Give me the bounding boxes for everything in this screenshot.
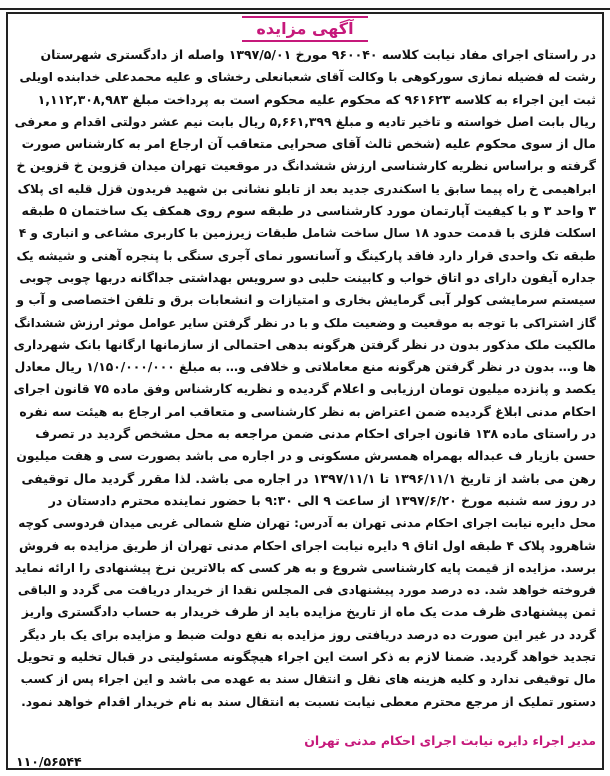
ad-body [14,44,596,713]
signature: مدیر اجراء دایره نیابت اجرای احکام مدنی تهران [304,733,596,748]
body-line: اسکلت فلزی با قدمت حدود ۱۸ سال ساخت شامل طبقات زیرزمین با کاربری مشاعی و انباری و ۴ [18,226,596,241]
body-line: ریال بابت اصل خواسته و تاخیر تادیه و مبلغ ۵,۶۶۱,۳۹۹ ریال بابت نیم عشر دولتی اقدام و معرفی [14,114,596,129]
body-line: ثمن پیشنهادی ظرف مدت یک ماه از تاریخ مزایده باید از طرف خریدار به حساب دادگستری واریز [21,605,596,620]
body-line: جداره آیفون دارای دو اتاق خواب و کابینت حلبی دو سرویس بهداشتی جداگانه دربها چوبی چوبی [19,270,596,285]
body-line: ثبت این اجراء به کلاسه ۹۶۱۶۲۳ که محکوم علیه محکوم است به پرداخت مبلغ ۱,۱۱۲,۳۰۸,۹۸۳ [37,91,596,107]
title-wrap [0,16,610,42]
top-rule [0,0,610,10]
footer [14,733,596,748]
body-line: ۳ واحد ۳ و با کیفیت آپارتمان مورد کارشناسی در طبقه سوم روی همکف یک ساختمان ۵ طبقه [21,203,596,219]
ad-title: آگهی مزایده [242,16,367,42]
body-line: رشت له فضیله نمازی سورکوهی با وکالت آقای شعبانعلی رخشای و علیه محمدعلی خدابنده اویلی [19,70,596,85]
body-line: محل دایره نیابت اجرای احکام مدنی تهران به آدرس: تهران ضلع شمالی غربی میدان فردوسی کوچه [18,516,596,531]
body-line: در روز سه شنبه مورخ ۱۳۹۷/۶/۲۰ از ساعت ۹ الی ۹:۳۰ با حضور نماینده محترم دادستان در [48,492,596,508]
body-line: گرفته و براساس نظریه کارشناسی ارزش ششدانگ در موقعیت تهران میدان قزوین خ قزوین خ [16,158,596,174]
body-line: یکصد و پانزده میلیون تومان ارزیابی و اعلام گردیده و نظریه کارشناس وفق ماده ۷۵ قانون اجرای [14,382,596,397]
body-line: ها و… بدون در نظر گرفتن هرگونه منع معاملاتی و خلافی و… به مبلغ ۱/۱۵۰/۰۰۰/۰۰۰ ریال معادل [14,360,596,375]
body-line: تجدید خواهد گردید. ضمنا لازم به ذکر است این اجراء هیچگونه مسئولیتی در قبال تخلیه و تحویل [16,649,596,665]
body-line: در راستای ماده ۱۳۸ قانون اجرای احکام مدنی ضمن مراجعه به محل مشخص گردید در تصرف [35,426,596,442]
body-line: برسد. مزایده از قیمت پایه کارشناسی شروع و به هر کسی که بالاترین نرخ پیشنهادی را ارائه نماید [14,560,596,575]
reference-number: ۱۱۰/۵۶۵۴۴ [16,754,82,769]
body-line: در راستای اجرای مفاد نیابت کلاسه ۹۶۰۰۴۰ مورخ ۱۳۹۷/۵/۰۱ واصله از دادگستری شهرستان [40,47,596,62]
body-line: شاهرود پلاک ۴ طبقه اول اتاق ۹ دایره نیابت اجرای احکام مدنی تهران از طریق مزایده به فروش [18,538,596,553]
body-line: مال توقیفی ندارد و کلیه هزینه های نقل و انتقال سند به عهده می باشد و این اجراء پس از کسب [20,672,596,687]
body-line: احکام مدنی ابلاغ گردیده ضمن اعتراض به نظر کارشناسی و متعاقب امر ارجاع به هیئت سه نفره [19,404,596,419]
body-line: گاز اشتراکی با توجه به موقعیت و وضعیت ملک و با در نظر گرفتن سایر عوامل موثر ارزش ششدانگ [14,315,596,330]
body-line: سیستم سرمایشی کولر آبی گرمایش بخاری و امتیازات و انشعابات برق و تلفن اختصاصی و آب و [16,293,596,308]
body-line: گردد در غیر این صورت ده درصد دریافتی روز مزایده به نفع دولت ضبط و مزایده برای یک بار دیگر [20,627,596,642]
body-line: رهن می باشد از تاریخ ۱۳۹۶/۱۱/۱ تا ۱۳۹۷/۱۱/۱ در اجاره می باشد. لذا مقرر گردید مال توقیفی [21,470,596,486]
body-line: مال از سوی محکوم علیه (شخص ثالث آقای صحرایی متعاقب آن ارجاع امر به کارشناس صورت [21,136,596,152]
body-line: دستور تملیک از مرجع محترم معطی نیابت نسبت به انتقال سند به نام خریدار اقدام خواهد نمود. [21,694,596,709]
body-line: فروخته خواهد شد. ده درصد مورد پیشنهادی فی المجلس نقدا از خریدار دریافت می گردد و الباقی [17,583,596,598]
body-line: ابراهیمی خ راه پیما سابق یا اسکندری جدید بعد از تابلو نشانی بن شهید فریدون قزل قلیه ای پلاک [17,181,596,196]
body-line: حسن بازیار ف عبداله بهمراه همسرش مسکونی و در اجاره می باشد بصورت سی و هفت میلیون [16,449,596,464]
body-line: طبقه تک واحدی قرار دارد فاقد پارکینگ و آسانسور نمای آجری سنگی با پنجره آهنی و شیشه یک [16,248,596,263]
body-line: مالکیت ملک مذکور بدون در نظر گرفتن هرگونه بدهی احتمالی از سازمانها ارگانها بانک شهرداری [14,337,596,352]
